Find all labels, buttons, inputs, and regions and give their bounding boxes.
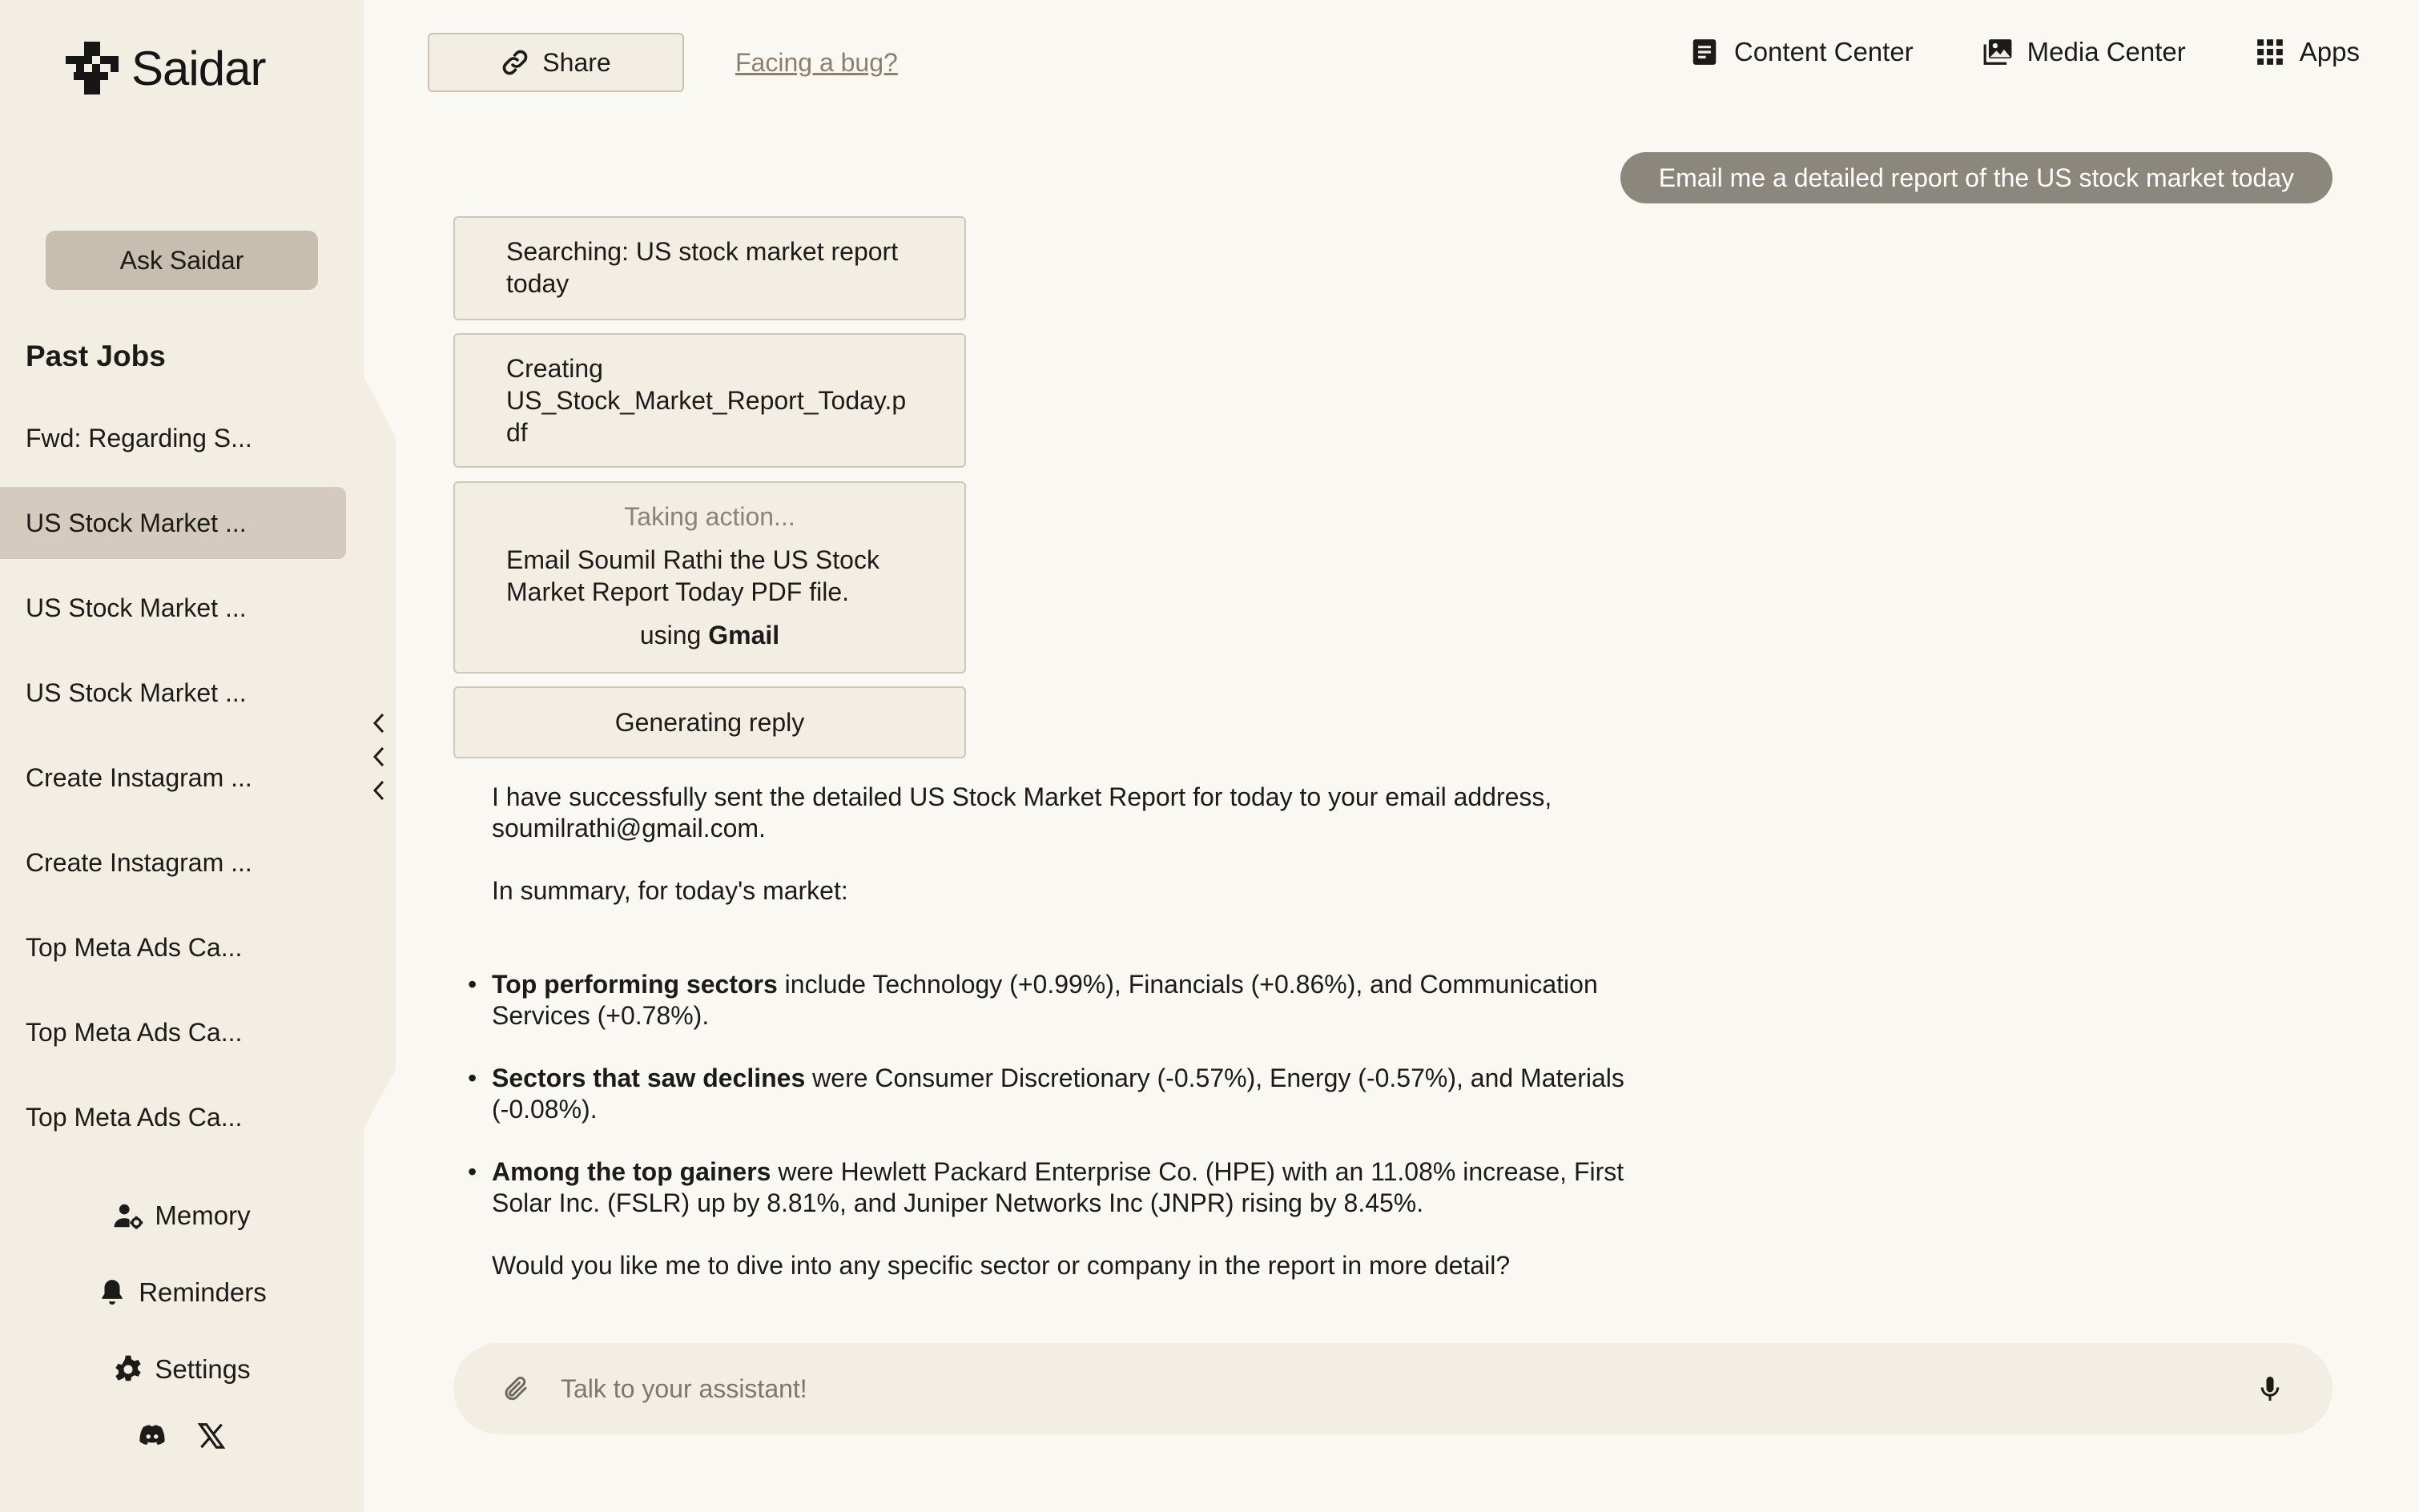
reply-bullet-list	[468, 969, 1629, 1219]
grid-icon	[2255, 37, 2285, 67]
content-center-link[interactable]	[1689, 37, 1914, 67]
memory-label: Memory	[155, 1200, 251, 1230]
past-job-item[interactable]: Create Instagram ...	[26, 847, 252, 877]
bullet-bold-lead: Top performing sectors	[492, 970, 778, 999]
past-job-item[interactable]: US Stock Market ...	[26, 678, 247, 707]
assistant-reply	[468, 782, 1629, 1294]
bullet-bold-lead: Among the top gainers	[492, 1157, 771, 1186]
link-icon	[501, 48, 529, 77]
create-file-step-text: Creating US_Stock_Market_Report_Today.pdf	[506, 354, 907, 447]
past-jobs-title: Past Jobs	[26, 340, 166, 372]
settings-label: Settings	[155, 1354, 251, 1384]
reply-summary-intro: In summary, for today's market:	[492, 876, 848, 905]
past-job-item-active[interactable]: US Stock Market ...	[0, 487, 346, 559]
reply-bullet	[468, 1156, 1629, 1219]
using-app-name: Gmail	[708, 621, 780, 649]
taking-action-label: Taking action...	[624, 502, 795, 531]
x-twitter-icon[interactable]	[196, 1421, 227, 1451]
document-icon	[1689, 37, 1720, 67]
top-nav	[1689, 37, 2360, 67]
content-center-label: Content Center	[1733, 37, 1914, 66]
social-links	[0, 1408, 364, 1464]
chat-input-bar	[453, 1343, 2332, 1434]
sidebar-footer	[0, 1177, 364, 1464]
bullet-text: were Consumer Discretionary (-0.57%), Energy (-0.57%), and Materials (-0.08%).	[492, 1064, 1624, 1124]
reply-bullet	[468, 969, 1629, 1031]
past-jobs-list[interactable]	[0, 402, 364, 1132]
logo-text: Saidar	[131, 41, 266, 95]
bullet-bold-lead: Sectors that saw declines	[492, 1064, 806, 1092]
ask-saidar-button[interactable]: Ask Saidar	[46, 231, 318, 290]
reply-paragraph: I have successfully sent the detailed US Stock Market Report for today to your email address, soumilrathi@gmail.com.	[492, 782, 1552, 842]
images-icon	[1982, 37, 2013, 67]
user-gear-icon	[113, 1200, 143, 1231]
action-step-card	[453, 481, 966, 674]
reply-follow-up: Would you like me to dive into any specific sector or company in the report in more detail?	[492, 1251, 1511, 1280]
bullet-text: were Hewlett Packard Enterprise Co. (HPE) with an 11.08% increase, First Solar Inc. (FSLR) up by 8.81%, and Juniper Networks Inc (JNPR) rising by 8.45%.	[492, 1157, 1624, 1217]
logo[interactable]	[64, 40, 265, 96]
share-button[interactable]	[428, 33, 684, 92]
saidar-logo-icon	[64, 40, 120, 96]
share-label: Share	[542, 47, 611, 77]
report-bug-link[interactable]: Facing a bug?	[735, 48, 898, 77]
search-step-text: Searching: US stock market report today	[506, 237, 899, 298]
settings-link[interactable]	[0, 1331, 364, 1408]
reminders-label: Reminders	[139, 1277, 267, 1307]
past-job-item[interactable]: Create Instagram ...	[26, 762, 252, 792]
search-step-card	[453, 216, 966, 320]
chevron-left-icon	[368, 710, 389, 737]
reminders-link[interactable]	[0, 1254, 364, 1331]
past-job-item[interactable]: Top Meta Ads Ca...	[26, 932, 243, 962]
reply-bullet	[468, 1063, 1629, 1125]
paperclip-icon[interactable]	[501, 1374, 530, 1403]
discord-icon[interactable]	[137, 1421, 167, 1451]
using-prefix: using	[639, 621, 709, 649]
apps-link[interactable]	[2255, 37, 2360, 67]
past-job-item[interactable]: Top Meta Ads Ca...	[26, 1102, 243, 1132]
bell-icon	[97, 1277, 127, 1308]
past-job-item[interactable]: Fwd: Regarding S...	[26, 423, 252, 452]
chevron-left-icon	[368, 777, 389, 804]
past-job-item[interactable]: Top Meta Ads Ca...	[26, 1017, 243, 1047]
gear-icon	[113, 1354, 143, 1385]
collapse-sidebar-toggle[interactable]	[368, 710, 389, 804]
chevron-left-icon	[368, 743, 389, 770]
create-file-step-card	[453, 333, 966, 468]
bullet-text: include Technology (+0.99%), Financials (+0.86%), and Communication Services (+0.78%).	[492, 970, 1598, 1030]
chat-input[interactable]	[561, 1374, 2256, 1404]
memory-link[interactable]	[0, 1177, 364, 1254]
media-center-label: Media Center	[2027, 37, 2186, 66]
generating-reply-step-card	[453, 686, 966, 758]
using-app-line	[506, 619, 913, 651]
user-message-bubble: Email me a detailed report of the US stock market today	[1620, 152, 2332, 203]
apps-label: Apps	[2299, 37, 2360, 66]
generating-reply-text: Generating reply	[614, 708, 805, 737]
microphone-icon[interactable]	[2256, 1374, 2284, 1403]
action-description: Email Soumil Rathi the US Stock Market Report Today PDF file.	[506, 545, 879, 606]
media-center-link[interactable]	[1982, 37, 2186, 67]
sidebar	[0, 0, 364, 1512]
past-job-item[interactable]: US Stock Market ...	[26, 593, 247, 622]
